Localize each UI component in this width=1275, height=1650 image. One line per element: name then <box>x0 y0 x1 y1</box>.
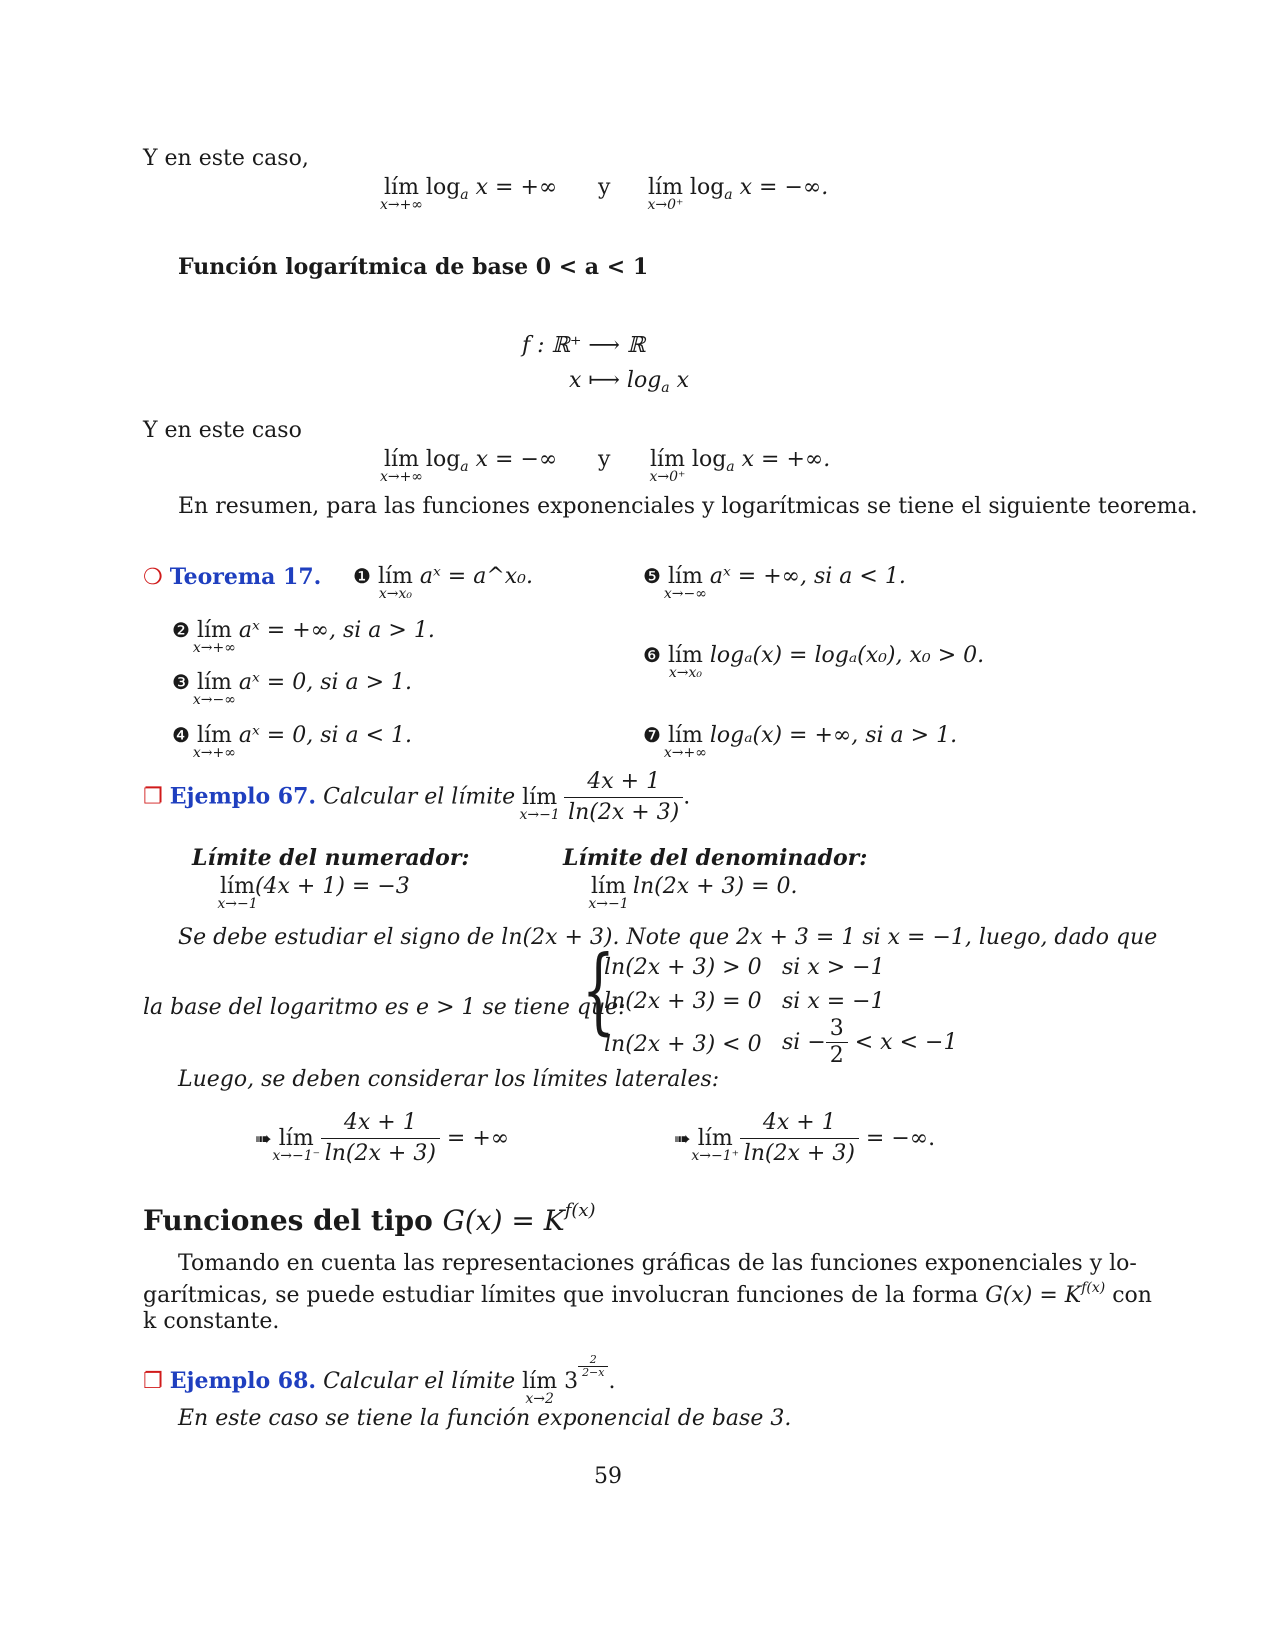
bullet-4-icon: ❹ <box>172 723 190 747</box>
case-2-cond: si x = −1 <box>782 989 885 1014</box>
paragraph-line-1: Tomando en cuenta las representaciones gráficas de las funciones exponenciales y lo- <box>178 1251 1137 1276</box>
arrow-icon: ➠ <box>255 1126 272 1151</box>
theorem-item-2: ❷ lím x→+∞ aˣ = +∞, si a > 1. <box>172 618 435 656</box>
case-3-expr: ln(2x + 3) < 0 <box>604 1032 762 1057</box>
section-title: Funciones del tipo $G(x) = K^{f(x)}$ <box>143 1200 596 1237</box>
case-1-expr: ln(2x + 3) > 0 <box>604 955 762 980</box>
function-map-line-2: x ⟼ $\log_a x$ <box>569 368 690 396</box>
denominator-limit: lím x→−1 ln(2x + 3) = 0. <box>588 874 798 912</box>
example-68-text: En este caso se tiene la función exponencial de base 3. <box>178 1406 792 1431</box>
case-2-expr: ln(2x + 3) = 0 <box>604 989 762 1014</box>
equation-limits-log-base-gt1: lím x→+∞ $\log_a x$ = +∞ <box>379 175 558 213</box>
summary-text: En resumen, para las funciones exponenciales y logarítmicas se tiene el siguiente teorema. <box>178 494 1198 519</box>
bullet-1-icon: ❶ <box>353 564 371 588</box>
denominator-heading: Límite del denominador: <box>563 845 868 871</box>
theorem-item-1: ❶ lím x→x₀ aˣ = a^x₀. <box>353 564 533 602</box>
page-number: 59 <box>594 1464 622 1489</box>
theorem-item-7: ❼ lím x→+∞ logₐ(x) = +∞, si a > 1. <box>643 723 958 761</box>
fraction: $\frac{4x + 1}{\ln(2x + 3)}$ <box>564 767 683 828</box>
log-base-text: la base del logaritmo es e > 1 se tiene que: <box>143 995 626 1020</box>
paragraph-line-3: k constante. <box>143 1309 280 1334</box>
arrow-icon: ➠ <box>674 1126 691 1151</box>
example-68: ❐ Ejemplo 68. Calcular el límite lím x→2 3 $\frac{2}{2-x}$ . <box>143 1353 616 1407</box>
theorem-item-6: ❻ lím x→x₀ logₐ(x) = logₐ(x₀), x₀ > 0. <box>643 643 985 681</box>
intro-text-1: Y en este caso, <box>143 146 309 171</box>
bullet-3-icon: ❸ <box>172 670 190 694</box>
bullet-6-icon: ❻ <box>643 643 661 667</box>
circle-icon: ❍ <box>143 565 163 590</box>
connector-y-2: y <box>598 447 611 472</box>
example-67: ❐ Ejemplo 67. Calcular el límite lím x→−1 $\frac{4x + 1}{\ln(2x + 3)}$ . <box>143 767 690 828</box>
right-lateral-limit: ➠ lím x→−1⁺ $\frac{4x + 1}{\ln(2x + 3)}$ = −∞. <box>674 1110 936 1166</box>
case-3-cond: si − $\frac{3}{2}$ < x < −1 <box>782 1016 958 1068</box>
numerator-limit: lím x→−1 (4x + 1) = −3 <box>217 874 410 912</box>
left-brace: { <box>582 936 615 1045</box>
case-1-cond: si x > −1 <box>782 955 885 980</box>
square-icon: ❐ <box>143 784 163 810</box>
bullet-5-icon: ❺ <box>643 564 661 588</box>
connector-y: y <box>598 175 611 200</box>
sign-analysis-text: Se debe estudiar el signo de ln(2x + 3). Note que 2x + 3 = 1 si x = −1, luego, dado que <box>178 925 1158 950</box>
theorem-item-3: ❸ lím x→−∞ aˣ = 0, si a > 1. <box>172 670 413 708</box>
function-map-line-1: f : ℝ⁺ ⟶ ℝ <box>522 333 646 358</box>
paragraph-line-2: garítmicas, se puede estudiar límites que involucran funciones de la forma $G(x) = K^{f(x)}$ con <box>143 1280 1152 1308</box>
bullet-2-icon: ❷ <box>172 618 190 642</box>
theorem-title: ❍ Teorema 17. <box>143 564 322 590</box>
theorem-item-4: ❹ lím x→+∞ aˣ = 0, si a < 1. <box>172 723 413 761</box>
square-icon: ❐ <box>143 1369 163 1394</box>
theorem-item-5: ❺ lím x→−∞ aˣ = +∞, si a < 1. <box>643 564 906 602</box>
lim-operator: lím x→+∞ <box>379 175 423 213</box>
bullet-7-icon: ❼ <box>643 723 661 747</box>
lateral-limits-text: Luego, se deben considerar los límites laterales: <box>178 1067 720 1092</box>
intro-text-2: Y en este caso <box>143 418 302 443</box>
equation-limit-right-2: lím x→0⁺ $\log_a x$ = +∞. <box>649 447 831 485</box>
subheading-log-base: Función logarítmica de base 0 < a < 1 <box>178 254 649 280</box>
equation-limits-log-base-lt1: lím x→+∞ $\log_a x$ = −∞ <box>379 447 558 485</box>
numerator-heading: Límite del numerador: <box>192 845 470 871</box>
left-lateral-limit: ➠ lím x→−1⁻ $\frac{4x + 1}{\ln(2x + 3)}$ = +∞ <box>255 1110 510 1166</box>
equation-limit-right: lím x→0⁺ $\log_a x$ = −∞. <box>647 175 829 213</box>
